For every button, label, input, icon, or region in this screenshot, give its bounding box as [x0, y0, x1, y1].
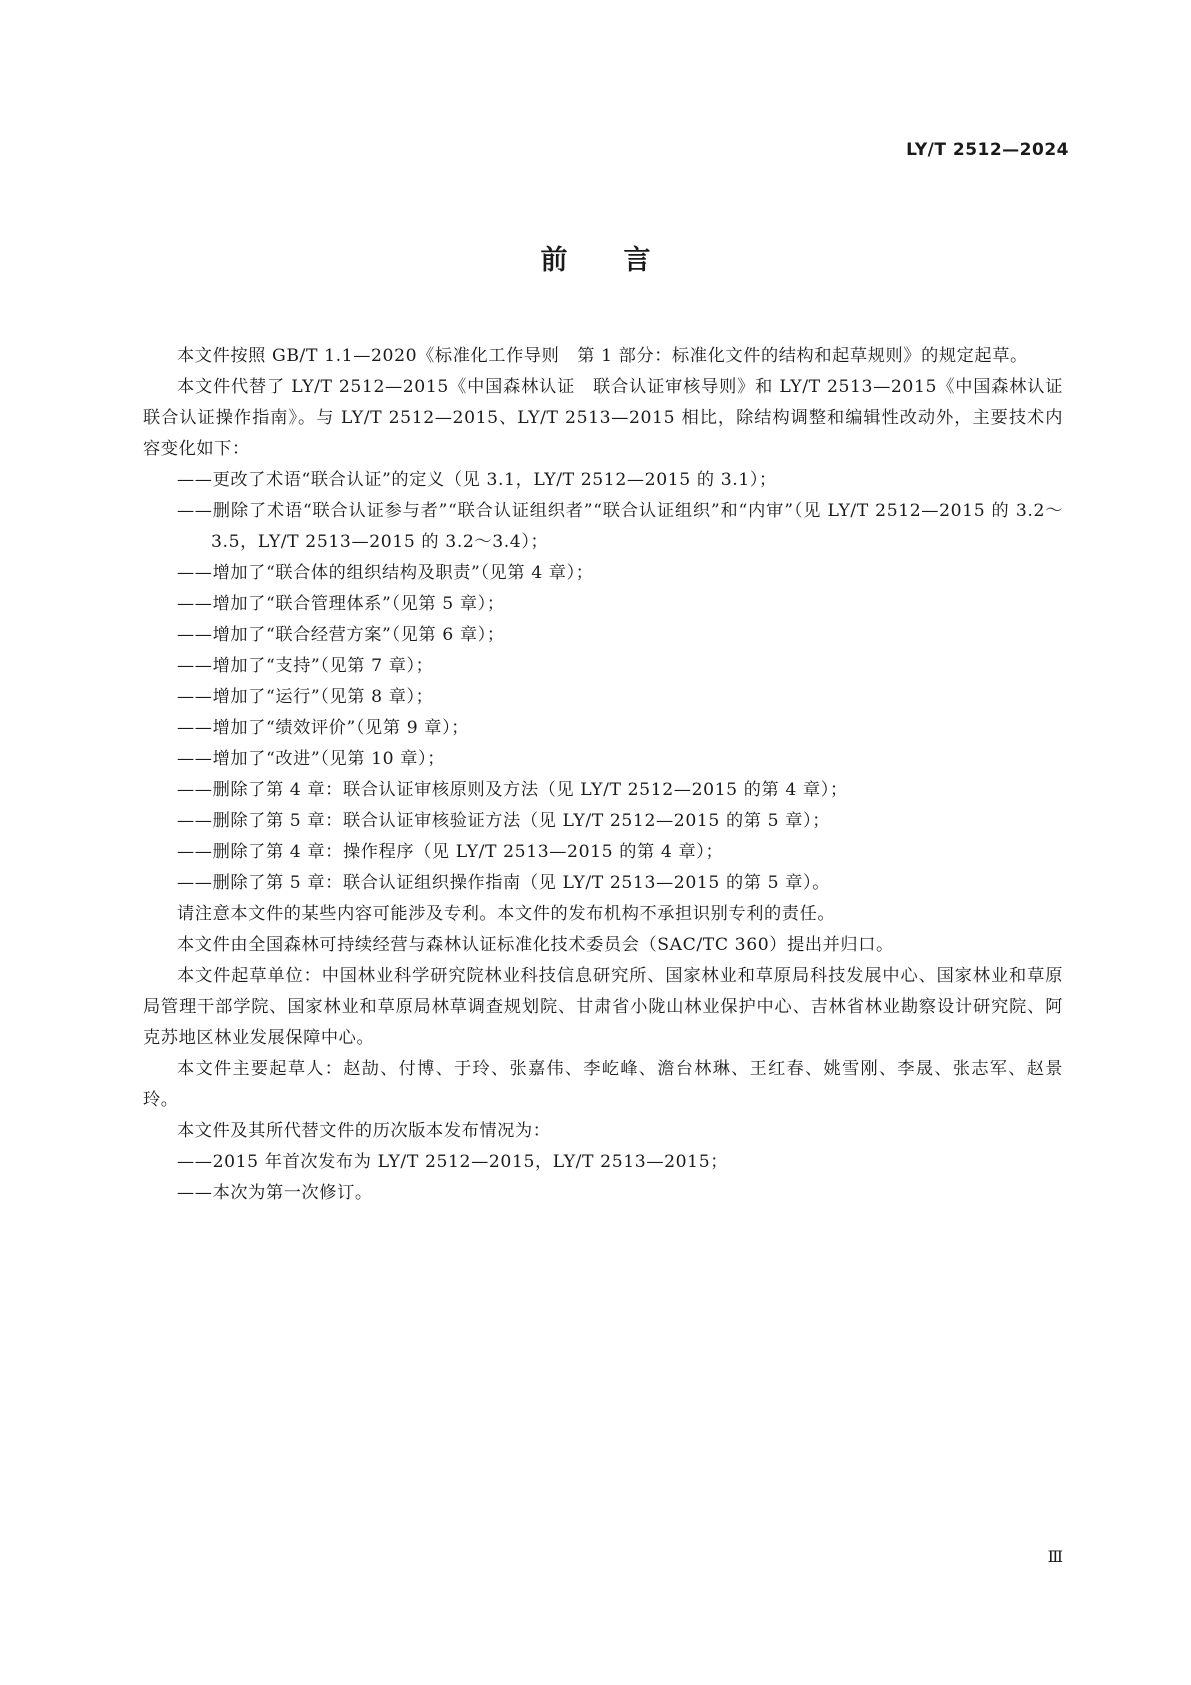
change-item: ——增加了“联合体的组织结构及职责”（见第 4 章）；: [177, 563, 594, 583]
paragraph-proposer: 本文件由全国森林可持续经营与森林认证标准化技术委员会（SAC/TC 360）提出并归口。: [177, 935, 894, 955]
change-item: ——增加了“联合经营方案”（见第 6 章）；: [177, 625, 505, 645]
history-item: ——2015 年首次发布为 LY/T 2512—2015，LY/T 2513—2015；: [177, 1152, 729, 1172]
paragraph-drafting-rules: 本文件按照 GB/T 1.1—2020《标准化工作导则 第 1 部分：标准化文件的结构和起草规则》的规定起草。: [177, 346, 1028, 366]
paragraph-patent-notice: 请注意本文件的某些内容可能涉及专利。本文件的发布机构不承担识别专利的责任。: [177, 904, 836, 924]
change-item: ——增加了“支持”（见第 7 章）；: [177, 656, 434, 676]
page-title: 前言: [540, 245, 707, 276]
change-item: ——增加了“改进”（见第 10 章）；: [177, 749, 446, 769]
history-item: ——本次为第一次修订。: [177, 1183, 373, 1203]
paragraph-replacement: 本文件代替了 LY/T 2512—2015《中国森林认证 联合认证审核导则》和 LY/T 2513—2015《中国森林认证 联合认证操作指南》。与 LY/T 2512—2015、LY/T 2513—2015 相比，除结构调整和编辑性改动外，主要技术内容变化如下：: [143, 377, 1081, 459]
change-item: ——删除了第 4 章：操作程序（见 LY/T 2513—2015 的第 4 章）；: [177, 842, 724, 862]
change-item: ——删除了第 4 章：联合认证审核原则及方法（见 LY/T 2512—2015 的第 4 章）；: [177, 780, 848, 800]
paragraph-version-history: 本文件及其所代替文件的历次版本发布情况为：: [177, 1121, 551, 1141]
change-item: ——增加了“运行”（见第 8 章）；: [177, 687, 434, 707]
change-item: ——删除了第 5 章：联合认证审核验证方法（见 LY/T 2512—2015 的第 5 章）；: [177, 811, 830, 831]
change-item: ——增加了“联合管理体系”（见第 5 章）；: [177, 594, 505, 614]
foreword-body: [143, 341, 1081, 1209]
page-number: Ⅲ: [1047, 1547, 1063, 1566]
paragraph-drafting-units: 本文件起草单位：中国林业科学研究院林业科技信息研究所、国家林业和草原局科技发展中心、国家林业和草原局管理干部学院、国家林业和草原局林草调查规划院、甘肃省小陇山林业保护中心、吉林省林业勘察设计研究院、阿克苏地区林业发展保障中心。: [143, 966, 1063, 1048]
paragraph-drafters: 本文件主要起草人：赵劼、付博、于玲、张嘉伟、李屹峰、澹台林琳、王红春、姚雪刚、李晟、张志军、赵景玲。: [143, 1059, 1063, 1110]
change-item: ——更改了术语“联合认证”的定义（见 3.1，LY/T 2512—2015 的 3.1）；: [177, 470, 777, 490]
change-item: ——删除了第 5 章：联合认证组织操作指南（见 LY/T 2513—2015 的第 5 章）。: [177, 873, 830, 893]
change-item: ——增加了“绩效评价”（见第 9 章）；: [177, 718, 470, 738]
document-code: LY/T 2512—2024: [906, 140, 1069, 160]
change-item: ——删除了术语“联合认证参与者”“联合认证组织者”“联合认证组织”和“内审”（见 LY/T 2512—2015 的 3.2～3.5，LY/T 2513—2015 的 3.2～3.4）；: [177, 501, 1063, 552]
